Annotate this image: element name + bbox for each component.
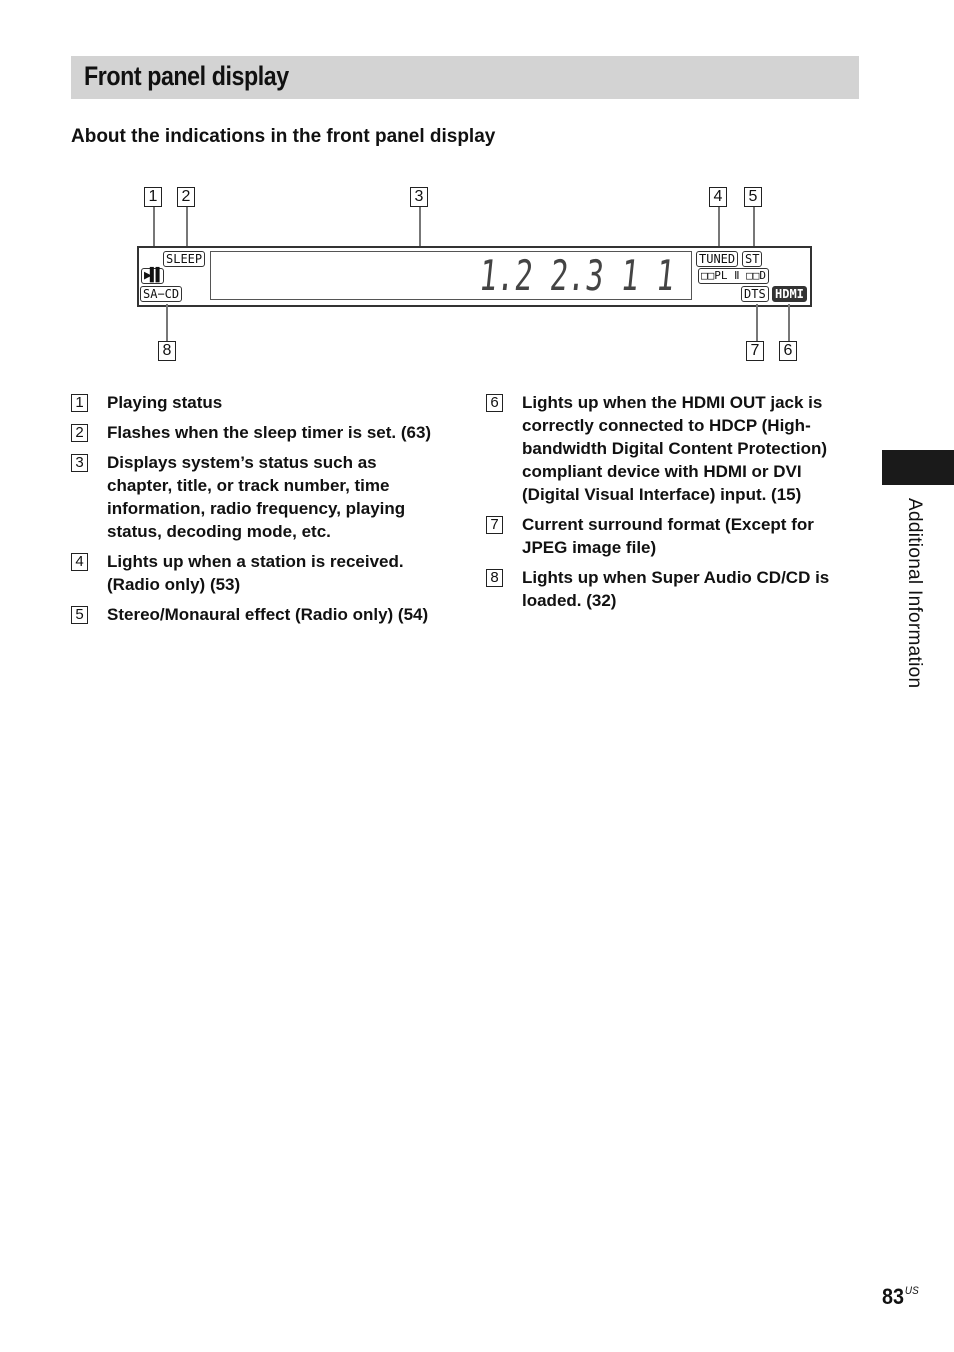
item-text: Stereo/Monaural effect (Radio only) (54) (107, 605, 429, 624)
item-number: 6 (486, 394, 503, 412)
chapter-tab-marker (882, 450, 954, 485)
tuned-indicator: TUNED (696, 251, 738, 267)
title-bar (71, 56, 859, 99)
callout-5: 5 (744, 187, 762, 207)
item-number: 3 (71, 454, 88, 472)
callout-3: 3 (410, 187, 428, 207)
item-text: Playing status (107, 393, 223, 412)
item-text: Lights up when Super Audio CD/CD is loaded. (32) (522, 568, 830, 610)
leader-line-3 (419, 207, 421, 251)
callout-2: 2 (177, 187, 195, 207)
segment-readout: 1.2 2.3 1 1 (477, 251, 677, 300)
list-item (486, 391, 856, 506)
item-number: 8 (486, 569, 503, 587)
chapter-tab-label: Additional Information (904, 498, 925, 689)
sacd-indicator: SA−CD (140, 286, 182, 302)
list-item (71, 391, 441, 414)
right-description-list (486, 391, 856, 619)
list-item (486, 513, 856, 559)
stereo-indicator: ST (742, 251, 762, 267)
list-item (486, 566, 856, 612)
item-text: Flashes when the sleep timer is set. (63) (107, 423, 432, 442)
list-item (71, 603, 441, 626)
item-number: 2 (71, 424, 88, 442)
callout-1: 1 (144, 187, 162, 207)
callout-8: 8 (158, 341, 176, 361)
page-title: Front panel display (84, 61, 289, 91)
item-text: Lights up when a station is received. (Radio only) (53) (107, 552, 404, 594)
sleep-indicator: SLEEP (163, 251, 205, 267)
item-text: Lights up when the HDMI OUT jack is correctly connected to HDCP (High-bandwidth Digital Content Protection) compliant device with HDMI or DVI (Digital Visual Interface) input. (15) (522, 393, 828, 504)
leader-line-8 (166, 304, 168, 341)
leader-line-6 (788, 304, 790, 341)
item-number: 1 (71, 394, 88, 412)
callout-7: 7 (746, 341, 764, 361)
dts-indicator: DTS (741, 286, 769, 302)
item-text: Displays system’s status such as chapter, title, or track number, time information, radio frequency, playing status, decoding mode, etc. (107, 453, 406, 541)
section-heading: About the indications in the front panel display (71, 126, 496, 147)
item-number: 5 (71, 606, 88, 624)
page-number-suffix: US (904, 1285, 919, 1297)
item-text: Current surround format (Except for JPEG image file) (522, 515, 814, 557)
list-item (71, 550, 441, 596)
list-item (71, 451, 441, 543)
page-number (882, 1284, 919, 1310)
hdmi-indicator: HDMI (772, 286, 807, 302)
left-description-list (71, 391, 441, 633)
page-number-value: 83 (882, 1284, 905, 1309)
list-item (71, 421, 441, 444)
surround-format-indicator: □□PL Ⅱ □□D (698, 268, 769, 284)
play-pause-indicator: ▶▌▌ (141, 268, 164, 284)
callout-6: 6 (779, 341, 797, 361)
callout-4: 4 (709, 187, 727, 207)
item-number: 7 (486, 516, 503, 534)
item-number: 4 (71, 553, 88, 571)
leader-line-7 (756, 304, 758, 341)
